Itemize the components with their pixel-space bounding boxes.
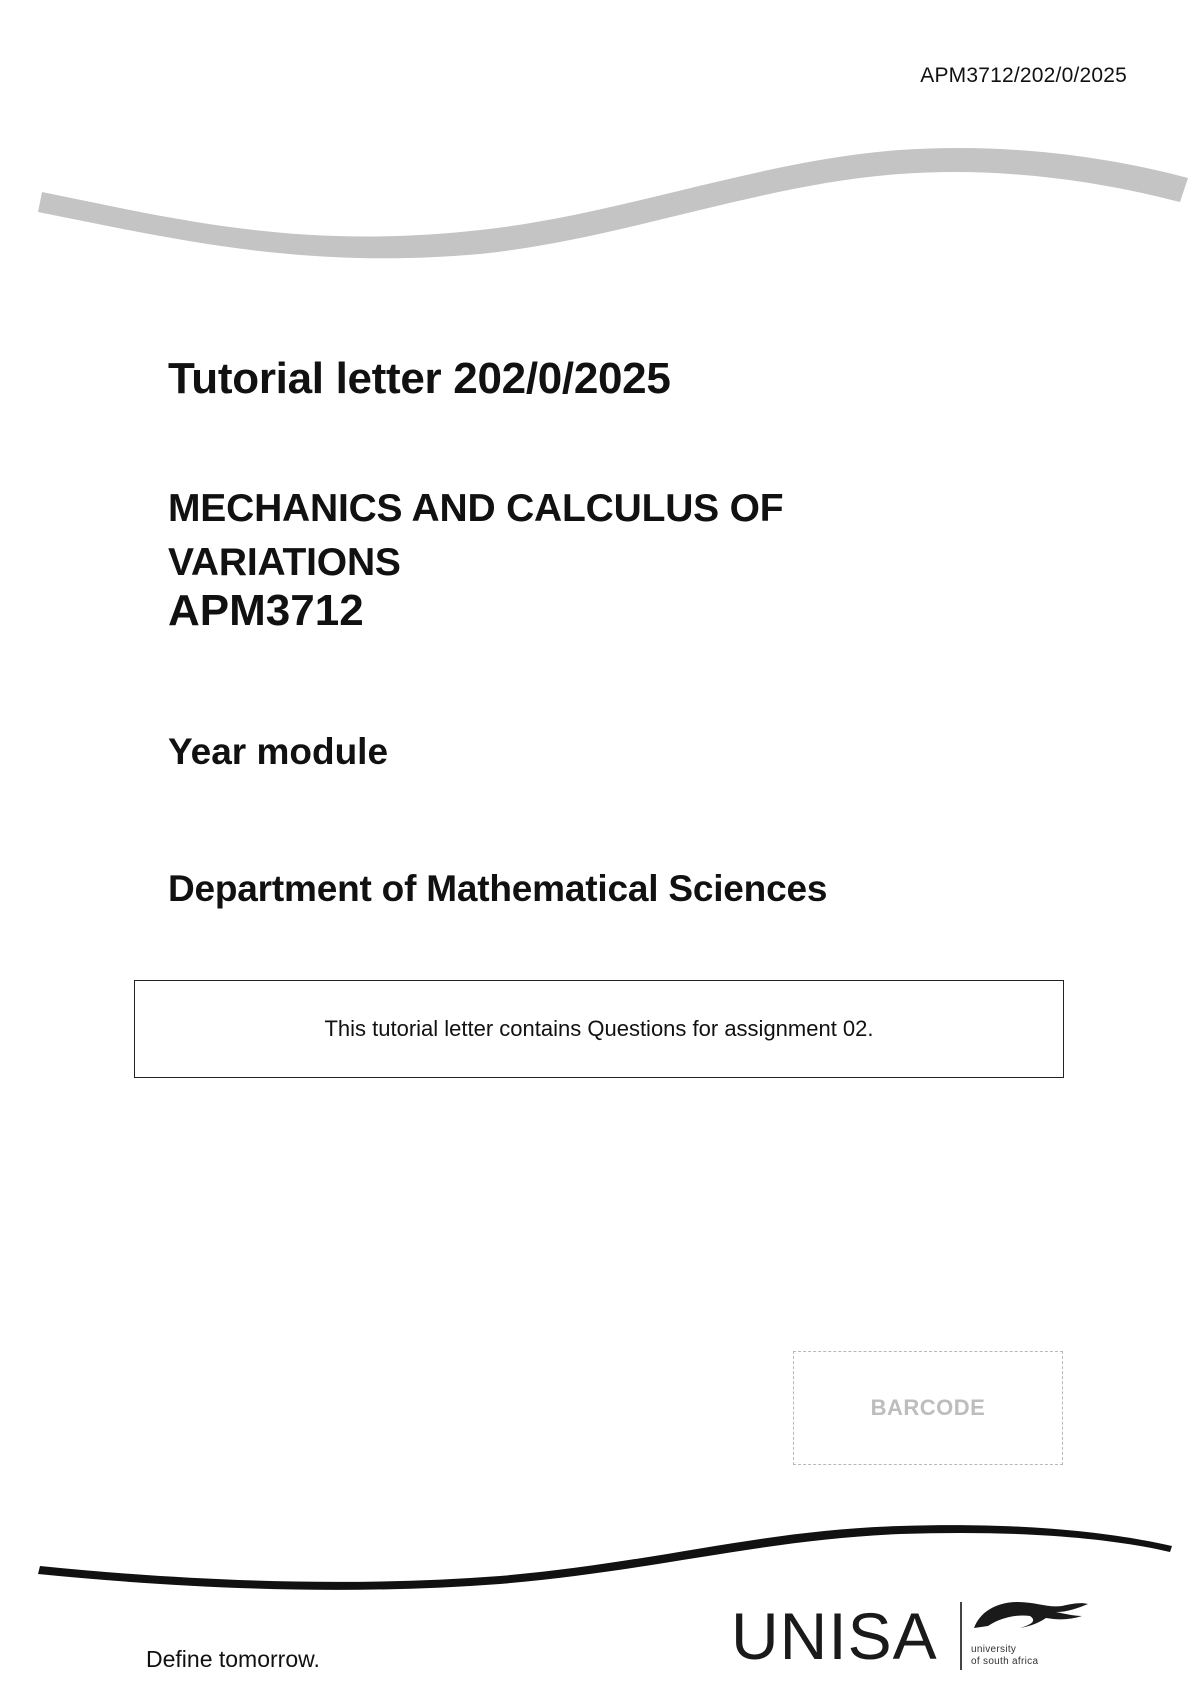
module-type: Year module xyxy=(168,731,389,772)
barcode-placeholder xyxy=(793,1351,1063,1465)
logo-wordmark: UNISA xyxy=(731,1599,938,1673)
logo-divider xyxy=(960,1602,962,1670)
notice-text: This tutorial letter contains Questions for assignment 02. xyxy=(324,1016,874,1041)
unisa-logo xyxy=(731,1596,1091,1676)
module-name: MECHANICS AND CALCULUS OF VARIATIONS xyxy=(168,487,784,584)
tutorial-letter-title: Tutorial letter 202/0/2025 xyxy=(168,354,671,403)
logo-emblem-icon xyxy=(970,1598,1090,1636)
logo-tagline xyxy=(971,1644,1038,1668)
barcode-label: BARCODE xyxy=(870,1395,986,1420)
module-code: APM3712 xyxy=(168,586,364,635)
logo-tagline-line-2: of south africa xyxy=(971,1656,1039,1667)
top-decorative-wave xyxy=(0,120,1200,260)
notice-box xyxy=(134,980,1064,1078)
document-code: APM3712/202/0/2025 xyxy=(920,64,1127,87)
slogan: Define tomorrow. xyxy=(146,1646,320,1672)
department-name: Department of Mathematical Sciences xyxy=(168,868,828,909)
bottom-decorative-wave xyxy=(0,1500,1200,1590)
logo-tagline-line-1: university xyxy=(971,1644,1017,1655)
